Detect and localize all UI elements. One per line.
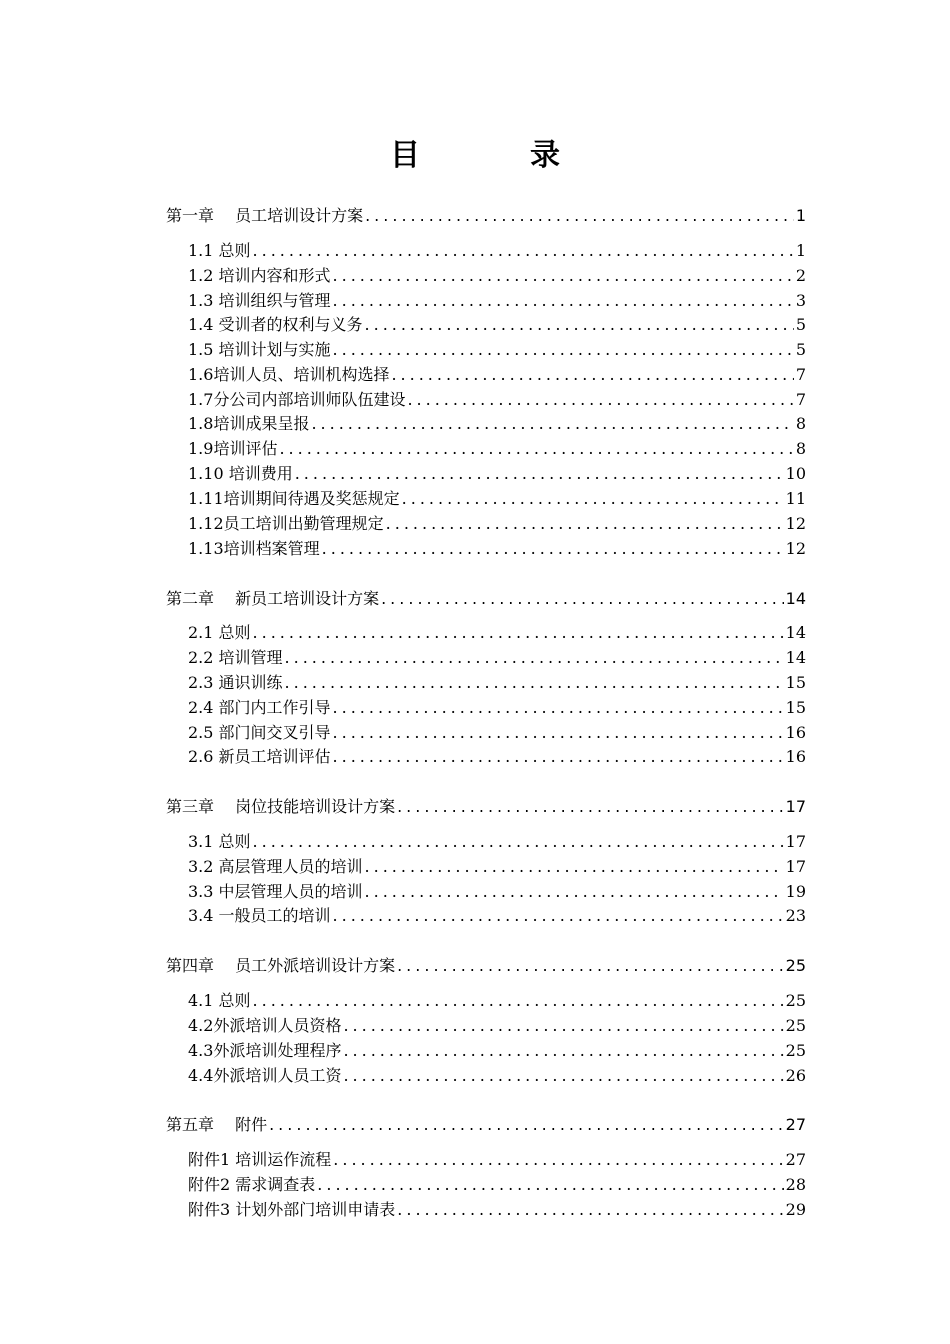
toc-page-number: 16	[785, 747, 806, 766]
toc-page-number: 8	[795, 414, 806, 433]
toc-page-number: 17	[785, 857, 806, 876]
toc-entry-label: 1.5 培训计划与实施	[188, 340, 331, 359]
toc-page-number: 29	[785, 1200, 806, 1219]
dot-leader	[397, 797, 784, 816]
dot-leader	[365, 857, 784, 876]
toc-page-number: 15	[785, 673, 806, 692]
toc-chapter-label: 第三章 岗位技能培训设计方案	[166, 797, 396, 816]
toc-entry[interactable]	[188, 1063, 806, 1086]
dot-leader	[285, 673, 784, 692]
dot-leader	[381, 589, 784, 608]
dot-leader	[333, 747, 784, 766]
toc-entry[interactable]	[188, 238, 806, 261]
toc-page-number: 7	[795, 390, 806, 409]
toc-page-number: 8	[795, 439, 806, 458]
toc-entry[interactable]	[188, 670, 806, 693]
toc-page-number: 25	[785, 1016, 806, 1035]
dot-leader	[269, 1115, 784, 1134]
toc-entry-label: 1.4 受训者的权利与义务	[188, 315, 363, 334]
toc-entry-label: 1.2 培训内容和形式	[188, 266, 331, 285]
toc-chapter-3[interactable]	[166, 794, 806, 817]
dot-leader	[397, 956, 784, 975]
dot-leader	[253, 832, 784, 851]
dot-leader	[322, 539, 784, 558]
toc-entry-label: 1.3 培训组织与管理	[188, 291, 331, 310]
dot-leader	[365, 206, 794, 225]
toc-page-number: 25	[785, 956, 806, 975]
toc-entry[interactable]	[188, 1197, 806, 1220]
toc-entry-label: 2.2 培训管理	[188, 648, 283, 667]
toc-entry[interactable]	[188, 988, 806, 1011]
dot-leader	[253, 623, 784, 642]
toc-page-number: 5	[795, 340, 806, 359]
toc-entry[interactable]	[188, 620, 806, 643]
toc-entry-label: 2.3 通识训练	[188, 673, 283, 692]
toc-entry-label: 3.4 一般员工的培训	[188, 906, 331, 925]
dot-leader	[295, 464, 784, 483]
dot-leader	[407, 390, 793, 409]
toc-entry[interactable]	[188, 511, 806, 534]
toc-page-number: 12	[785, 539, 806, 558]
toc-entry[interactable]	[188, 720, 806, 743]
toc-page-number: 19	[785, 882, 806, 901]
toc-page-number: 5	[795, 315, 806, 334]
toc-page-number: 25	[785, 991, 806, 1010]
toc-page-number: 1	[795, 241, 806, 260]
toc-chapter-label: 第一章 员工培训设计方案	[166, 206, 364, 225]
toc-page-number: 11	[785, 489, 806, 508]
dot-leader	[365, 882, 784, 901]
toc-entry-label: 4.4外派培训人员工资	[188, 1066, 342, 1085]
dot-leader	[253, 991, 784, 1010]
dot-leader	[391, 365, 793, 384]
toc-entry-label: 3.1 总则	[188, 832, 251, 851]
dot-leader	[333, 906, 784, 925]
toc-entry-label: 1.6培训人员、培训机构选择	[188, 365, 390, 384]
dot-leader	[343, 1016, 783, 1035]
toc-entry-label: 1.12员工培训出勤管理规定	[188, 514, 384, 533]
toc-entry[interactable]	[188, 263, 806, 286]
toc-entry[interactable]	[188, 1172, 806, 1195]
toc-entry-label: 3.2 高层管理人员的培训	[188, 857, 363, 876]
toc-entry[interactable]	[188, 312, 806, 335]
toc-entry-label: 附件1 培训运作流程	[188, 1150, 332, 1169]
toc-entry[interactable]	[188, 387, 806, 410]
toc-entry-label: 附件3 计划外部门培训申请表	[188, 1200, 396, 1219]
toc-chapter-1[interactable]	[166, 203, 806, 226]
toc-entry-label: 1.13培训档案管理	[188, 539, 320, 558]
toc-entry[interactable]	[188, 1013, 806, 1036]
dot-leader	[311, 414, 793, 433]
toc-entry-label: 1.9培训评估	[188, 439, 278, 458]
dot-leader	[333, 698, 784, 717]
dot-leader	[333, 1150, 783, 1169]
toc-entry[interactable]	[188, 288, 806, 311]
toc-page-number: 17	[785, 797, 806, 816]
toc-entry[interactable]	[188, 1147, 806, 1170]
dot-leader	[397, 1200, 783, 1219]
toc-entry-label: 4.3外派培训处理程序	[188, 1041, 342, 1060]
toc-page-number: 7	[795, 365, 806, 384]
toc-entry-label: 1.7分公司内部培训师队伍建设	[188, 390, 406, 409]
toc-page-number: 10	[785, 464, 806, 483]
toc-page-number: 14	[785, 648, 806, 667]
toc-entry[interactable]	[188, 879, 806, 902]
toc-entry[interactable]	[188, 645, 806, 668]
dot-leader	[333, 291, 794, 310]
dot-leader	[343, 1066, 783, 1085]
toc-entry[interactable]	[188, 695, 806, 718]
dot-leader	[402, 489, 784, 508]
toc-entry[interactable]	[188, 829, 806, 852]
toc-entry[interactable]	[188, 436, 806, 459]
toc-page-number: 3	[795, 291, 806, 310]
toc-entry[interactable]	[188, 536, 806, 559]
toc-page-number: 12	[785, 514, 806, 533]
toc-entry[interactable]	[188, 854, 806, 877]
toc-page-number: 14	[785, 589, 806, 608]
toc-page-number: 27	[785, 1150, 806, 1169]
toc-page-number: 2	[795, 266, 806, 285]
page-title: 目 录	[390, 138, 600, 173]
toc-entry-label: 4.2外派培训人员资格	[188, 1016, 342, 1035]
toc-entry[interactable]	[188, 1038, 806, 1061]
dot-leader	[279, 439, 793, 458]
toc-page-number: 15	[785, 698, 806, 717]
toc-entry-label: 1.11培训期间待遇及奖惩规定	[188, 489, 400, 508]
dot-leader	[333, 723, 784, 742]
toc-entry-label: 2.5 部门间交叉引导	[188, 723, 331, 742]
toc-chapter-label: 第五章 附件	[166, 1115, 268, 1134]
dot-leader	[386, 514, 784, 533]
toc-chapter-4[interactable]	[166, 953, 806, 976]
dot-leader	[317, 1175, 783, 1194]
toc-entry[interactable]	[188, 362, 806, 385]
toc-page-number: 26	[785, 1066, 806, 1085]
toc-page-number: 27	[785, 1115, 806, 1134]
toc-page-number: 23	[785, 906, 806, 925]
dot-leader	[285, 648, 784, 667]
toc-entry[interactable]	[188, 337, 806, 360]
toc-page-number: 14	[785, 623, 806, 642]
toc-page-number: 25	[785, 1041, 806, 1060]
toc-entry-label: 1.1 总则	[188, 241, 251, 260]
toc-entry-label: 附件2 需求调查表	[188, 1175, 316, 1194]
toc-entry-label: 2.4 部门内工作引导	[188, 698, 331, 717]
toc-chapter-5[interactable]	[166, 1112, 806, 1135]
dot-leader	[333, 266, 794, 285]
toc-entry[interactable]	[188, 903, 806, 926]
toc-page-number: 1	[795, 206, 806, 225]
dot-leader	[343, 1041, 783, 1060]
toc-entry-label: 3.3 中层管理人员的培训	[188, 882, 363, 901]
dot-leader	[365, 315, 794, 334]
toc-entry[interactable]	[188, 461, 806, 484]
toc-entry-label: 1.8培训成果呈报	[188, 414, 310, 433]
toc-chapter-label: 第四章 员工外派培训设计方案	[166, 956, 396, 975]
toc-entry-label: 2.6 新员工培训评估	[188, 747, 331, 766]
toc-page-number: 17	[785, 832, 806, 851]
dot-leader	[333, 340, 794, 359]
toc-entry[interactable]	[188, 486, 806, 509]
toc-chapter-label: 第二章 新员工培训设计方案	[166, 589, 380, 608]
toc-entry-label: 1.10 培训费用	[188, 464, 293, 483]
toc-page-number: 16	[785, 723, 806, 742]
toc-chapter-2[interactable]	[166, 586, 806, 609]
toc-entry[interactable]	[188, 744, 806, 767]
toc-entry[interactable]	[188, 411, 806, 434]
toc-entry-label: 2.1 总则	[188, 623, 251, 642]
toc-page-number: 28	[785, 1175, 806, 1194]
toc-entry-label: 4.1 总则	[188, 991, 251, 1010]
dot-leader	[253, 241, 794, 260]
